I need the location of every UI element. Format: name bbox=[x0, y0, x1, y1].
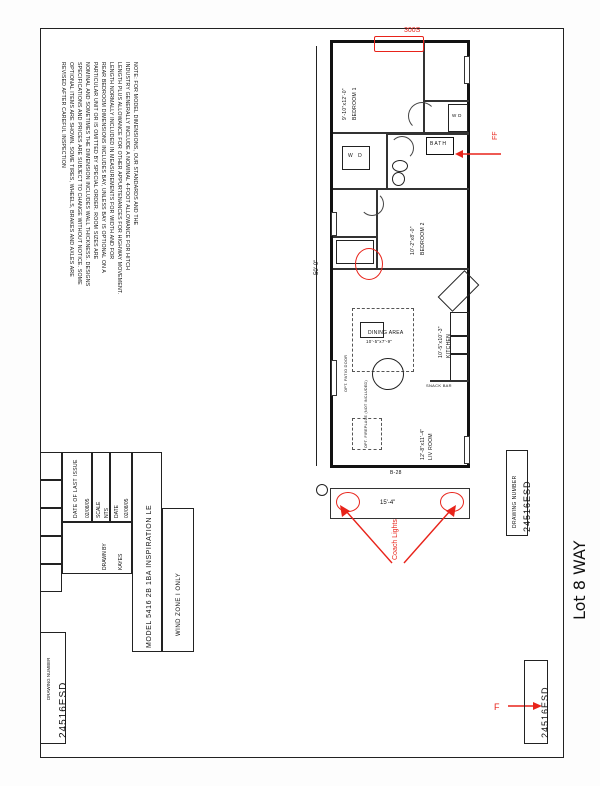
floor-plan bbox=[330, 40, 470, 506]
revision-cell bbox=[40, 480, 62, 508]
patio-door bbox=[331, 360, 337, 396]
room-label-bedroom-2: BEDROOM 2 bbox=[420, 222, 426, 255]
north-marker bbox=[316, 484, 328, 496]
note-line: PARTICULAR UNIT OR IS OMITTED BY SPECIAL ORDER. ROOM SIZES ARE bbox=[92, 62, 98, 260]
partition-bed2-bottom bbox=[333, 268, 469, 270]
b28-label: B-28 bbox=[390, 470, 402, 476]
drawing-number-right: 24516ESD bbox=[540, 686, 550, 738]
refrigerator bbox=[450, 354, 469, 382]
revision-cell bbox=[40, 564, 62, 592]
chassis-right bbox=[469, 488, 470, 518]
note-line: INDUSTRY GENERALLY INCLUDE A NOMINAL 4-FOOT ALLOWANCE FOR HITCH bbox=[124, 62, 130, 271]
room-label-bedroom-1: BEDROOM 1 bbox=[352, 87, 358, 120]
width-dimension: 15'-4" bbox=[380, 500, 396, 506]
room-size-dining: 10'-5"x7'-9" bbox=[366, 339, 393, 344]
drawing-number-label: DRAWING NUMBER bbox=[512, 475, 518, 528]
wind-zone-value: WIND ZONE I ONLY bbox=[176, 572, 182, 636]
partition-bath-bottom bbox=[386, 188, 469, 190]
drawing-number-value-top: 24516ESD bbox=[522, 480, 532, 532]
room-label-kitchen: KITCHEN bbox=[446, 333, 452, 358]
room-label-dining: DINING AREA bbox=[368, 330, 404, 336]
note-line: SPECIFICATIONS AND PRICES ARE SUBJECT TO CHANGE WITHOUT NOTICE. SOME bbox=[76, 62, 82, 285]
window-living bbox=[464, 436, 470, 464]
dining-cabinet bbox=[360, 322, 384, 338]
drawing-number-bottom: 24516ESD bbox=[58, 681, 69, 738]
door-swing-bedroom-1 bbox=[408, 102, 436, 130]
annotation-box-300s bbox=[374, 36, 424, 52]
room-size-living: 12'-8"x11'-4" bbox=[420, 428, 426, 460]
chassis-left bbox=[330, 488, 331, 518]
revision-cell bbox=[40, 508, 62, 536]
partition-hall-b bbox=[386, 133, 388, 189]
annotation-label-coach-lights: Coach Lights bbox=[392, 519, 399, 560]
exterior-wall-left bbox=[330, 40, 333, 468]
length-dimension-label: 50'-0" bbox=[314, 259, 320, 275]
toilet bbox=[392, 172, 405, 186]
dining-table bbox=[372, 358, 404, 390]
water-heater-label: W D bbox=[452, 113, 462, 118]
room-label-bath: BATH bbox=[430, 141, 447, 147]
date-of-last-issue-value: 02/08/05 bbox=[85, 498, 91, 518]
door-swing-bedroom-2 bbox=[360, 192, 384, 216]
partition-hall-a bbox=[333, 188, 388, 190]
partition-bath-top bbox=[386, 133, 469, 135]
snack-bar-label: SNACK BAR bbox=[426, 383, 452, 388]
optional-fireplace-label: OPT. FIREPLACE (NOT INCLUDED) bbox=[364, 380, 368, 448]
annotation-label-300s: 300S bbox=[404, 27, 421, 34]
room-label-living: LIV ROOM bbox=[428, 433, 434, 460]
annotation-label-ff: FF bbox=[492, 131, 499, 140]
note-line: NOTE: FOR MODEL DIMENSIONS, OUR STANDARDS AND THE bbox=[132, 62, 138, 226]
annotation-label-f: F bbox=[494, 702, 500, 712]
partition-closet-b bbox=[423, 100, 469, 102]
note-line: LENGTH NORMALLY INCLUDED IN MEASUREMENTS FOR WIDTH AND FOR bbox=[108, 62, 114, 260]
date-of-last-issue-label: DATE OF LAST ISSUE bbox=[73, 459, 79, 518]
model-value: MODEL 5416 2B 1BA INSPIRATION LE bbox=[146, 504, 153, 648]
room-size-bedroom-1: 9'-10"x12'-0" bbox=[342, 88, 348, 120]
window-bedroom-2 bbox=[331, 212, 337, 236]
handwritten-lot-note: Lot 8 WAY bbox=[570, 540, 589, 620]
room-size-bedroom-2: 10'-2"x8'-0" bbox=[410, 226, 416, 255]
annotation-arrow-coach-left bbox=[336, 505, 396, 567]
note-line: REVISED AFTER CAREFUL INSPECTION bbox=[60, 62, 66, 168]
drawing-number-label-bottom: DRAWING NUMBER bbox=[46, 657, 51, 700]
range bbox=[450, 312, 469, 336]
scale-value: NTS bbox=[104, 508, 110, 518]
revision-cell bbox=[40, 452, 62, 480]
annotation-arrow-coach-right bbox=[398, 505, 458, 567]
lavatory bbox=[392, 160, 408, 172]
note-line: LENGTH PLUS ALLOWANCE FOR OTHER APPURTENANCES FOR HIGHWAY MOVEMENT. bbox=[116, 62, 122, 295]
door-swing-bath bbox=[390, 136, 414, 160]
drawn-by-value: KAYES bbox=[118, 553, 124, 570]
partition-closet-bed2 bbox=[333, 236, 377, 238]
date-value: 02/08/05 bbox=[124, 498, 130, 518]
note-line: OPTIONAL ITEMS ARE SHOWN. SOME TIRES, WHEELS, BRAKES AND AXLES ARE bbox=[68, 62, 74, 277]
annotation-circle-window bbox=[355, 248, 383, 280]
exterior-wall-bottom bbox=[330, 465, 470, 468]
annotation-arrow-ff bbox=[455, 146, 503, 162]
revision-cell bbox=[40, 536, 62, 564]
drawn-by-label: DRAWN BY bbox=[102, 543, 108, 570]
counter-edge bbox=[430, 380, 468, 382]
length-dimension-line bbox=[316, 46, 317, 466]
optional-patio-door-label: OPT. PATIO DOOR bbox=[344, 354, 348, 392]
chassis-line-top bbox=[330, 488, 470, 489]
general-note-block bbox=[60, 62, 138, 302]
sink bbox=[450, 336, 469, 354]
scale-label: SCALE bbox=[96, 501, 102, 518]
washer-dryer-label: W D bbox=[348, 153, 364, 159]
room-size-kitchen: 10'-5"x10'-3" bbox=[438, 326, 444, 358]
note-line: REAR BEDROOM DIMENSIONS INCLUDES BAY, UNLESS BAY IS OPTIONAL ON A bbox=[100, 62, 106, 274]
window-bedroom-1 bbox=[464, 56, 470, 84]
note-line: NOMINAL AND SOMETIMES THE DIMENSION INCLUDES WALL THICKNESS. DESIGNS bbox=[84, 62, 90, 287]
date-label: DATE bbox=[114, 505, 120, 518]
